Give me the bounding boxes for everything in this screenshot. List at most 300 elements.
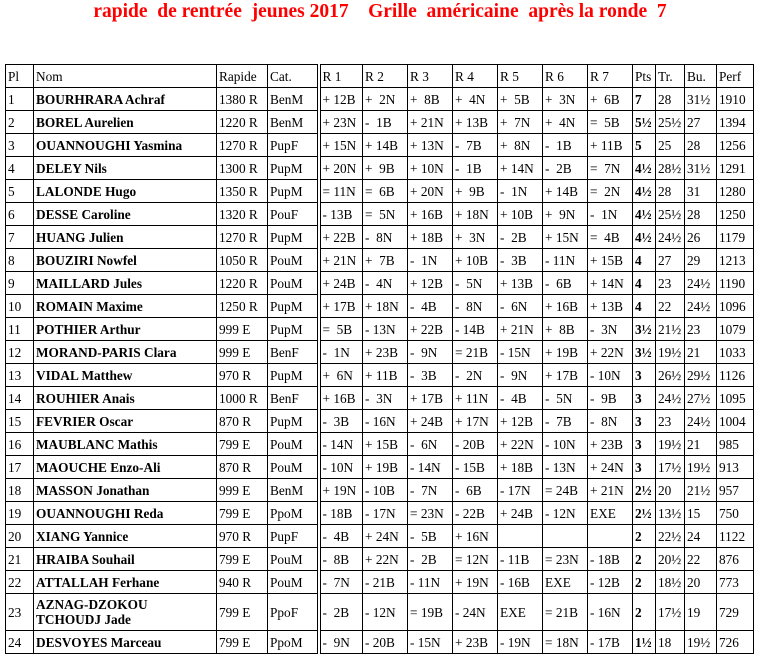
rank-cell: 2 [6,111,34,134]
rating-cell: 1350 R [217,180,268,203]
round-7-cell: + 14N [588,272,633,295]
round-5-cell: - 3B [498,249,543,272]
rank-cell: 15 [6,410,34,433]
header-nom: Nom [34,65,217,88]
category-cell: PouM [268,456,319,479]
header-perf: Perf [717,65,754,88]
performance-cell: 876 [717,548,754,571]
performance-cell: 985 [717,433,754,456]
standings-body [6,88,754,654]
round-5-cell: EXE [498,594,543,631]
round-3-cell: + 13N [408,134,453,157]
rating-cell: 1380 R [217,88,268,111]
round-5-cell: - 9N [498,364,543,387]
tiebreak-tr-cell: 23 [656,410,685,433]
tiebreak-bu-cell: 31½ [685,157,717,180]
tiebreak-tr-cell: 19½ [656,433,685,456]
round-1-cell: + 6N [319,364,363,387]
points-cell: 4 [633,272,656,295]
table-row [6,226,754,249]
round-1-cell: + 22B [319,226,363,249]
round-1-cell: + 20N [319,157,363,180]
performance-cell: 1910 [717,88,754,111]
rating-cell: 799 E [217,548,268,571]
standings-table [5,64,754,654]
table-row [6,548,754,571]
rating-cell: 1000 R [217,387,268,410]
category-cell: PupM [268,295,319,318]
category-cell: BenF [268,387,319,410]
category-cell: PupF [268,525,319,548]
round-3-cell: - 4B [408,295,453,318]
rank-cell: 3 [6,134,34,157]
round-3-cell: + 21N [408,111,453,134]
round-2-cell: + 22N [363,548,408,571]
round-6-cell [543,525,588,548]
tiebreak-bu-cell: 15 [685,502,717,525]
table-row [6,433,754,456]
tiebreak-bu-cell: 24½ [685,295,717,318]
round-5-cell: + 12B [498,410,543,433]
table-row [6,203,754,226]
round-4-cell: + 19N [453,571,498,594]
rank-cell: 9 [6,272,34,295]
tiebreak-tr-cell: 28 [656,180,685,203]
round-4-cell: - 7B [453,134,498,157]
round-2-cell: - 17N [363,502,408,525]
rating-cell: 799 E [217,594,268,631]
tiebreak-bu-cell: 31½ [685,88,717,111]
round-1-cell: - 3B [319,410,363,433]
round-1-cell: + 19N [319,479,363,502]
tiebreak-bu-cell: 31 [685,180,717,203]
round-6-cell: + 3N [543,88,588,111]
player-name-cell: ROUHIER Anais [34,387,217,410]
rank-cell: 4 [6,157,34,180]
round-2-cell: - 16N [363,410,408,433]
player-name-cell: POTHIER Arthur [34,318,217,341]
round-4-cell: - 20B [453,433,498,456]
rating-cell: 1320 R [217,203,268,226]
round-2-cell: + 19B [363,456,408,479]
rating-cell: 870 R [217,456,268,479]
player-name-cell: FEVRIER Oscar [34,410,217,433]
round-6-cell: = 18N [543,631,588,654]
table-row [6,318,754,341]
table-row [6,88,754,111]
player-name-cell: HRAIBA Souhail [34,548,217,571]
rating-cell: 799 E [217,433,268,456]
round-6-cell: = 23N [543,548,588,571]
tiebreak-tr-cell: 21½ [656,318,685,341]
round-7-cell: + 13B [588,295,633,318]
player-name-cell: MAILLARD Jules [34,272,217,295]
table-row [6,525,754,548]
rating-cell: 799 E [217,502,268,525]
category-cell: BenM [268,479,319,502]
category-cell: BenM [268,88,319,111]
player-name-cell: BOURHRARA Achraf [34,88,217,111]
round-2-cell: + 24N [363,525,408,548]
round-4-cell: + 17N [453,410,498,433]
table-row [6,456,754,479]
round-7-cell: = 2N [588,180,633,203]
table-row [6,479,754,502]
points-cell: 2½ [633,502,656,525]
header-pts: Pts [633,65,656,88]
points-cell: 2 [633,525,656,548]
category-cell: PouM [268,272,319,295]
category-cell: BenM [268,111,319,134]
rating-cell: 1220 R [217,111,268,134]
round-7-cell: + 21N [588,479,633,502]
rank-cell: 14 [6,387,34,410]
round-2-cell: + 18N [363,295,408,318]
round-2-cell: + 15B [363,433,408,456]
rank-cell: 23 [6,594,34,631]
round-1-cell: + 24B [319,272,363,295]
performance-cell: 1095 [717,387,754,410]
round-2-cell: + 9B [363,157,408,180]
rating-cell: 1250 R [217,295,268,318]
round-6-cell: + 17B [543,364,588,387]
round-6-cell: = 24B [543,479,588,502]
points-cell: 3½ [633,318,656,341]
performance-cell: 1280 [717,180,754,203]
round-3-cell: + 22B [408,318,453,341]
tiebreak-tr-cell: 28½ [656,157,685,180]
rating-cell: 999 E [217,479,268,502]
category-cell: PupM [268,180,319,203]
header-cat: Cat. [268,65,319,88]
category-cell: PupM [268,226,319,249]
player-name-cell: DESVOYES Marceau [34,631,217,654]
rank-cell: 13 [6,364,34,387]
round-1-cell: - 13B [319,203,363,226]
tiebreak-tr-cell: 24½ [656,226,685,249]
header-r1: R 1 [319,65,363,88]
player-name-cell: XIANG Yannice [34,525,217,548]
rank-cell: 21 [6,548,34,571]
round-1-cell: + 23N [319,111,363,134]
round-6-cell: = 21B [543,594,588,631]
round-1-cell: + 15N [319,134,363,157]
round-2-cell: + 2N [363,88,408,111]
tiebreak-bu-cell: 27½ [685,387,717,410]
round-2-cell: + 7B [363,249,408,272]
tiebreak-bu-cell: 19 [685,594,717,631]
category-cell: PouM [268,571,319,594]
round-5-cell: + 21N [498,318,543,341]
round-5-cell: - 1N [498,180,543,203]
round-7-cell [588,525,633,548]
round-7-cell: - 1N [588,203,633,226]
header-r2: R 2 [363,65,408,88]
round-2-cell: + 11B [363,364,408,387]
rank-cell: 20 [6,525,34,548]
round-5-cell: + 5B [498,88,543,111]
round-1-cell: + 16B [319,387,363,410]
round-5-cell [498,525,543,548]
category-cell: BenF [268,341,319,364]
round-1-cell: - 7N [319,571,363,594]
rating-cell: 799 E [217,631,268,654]
header-tr: Tr. [656,65,685,88]
table-row [6,594,754,631]
round-6-cell: - 6B [543,272,588,295]
rating-cell: 870 R [217,410,268,433]
round-4-cell: - 14B [453,318,498,341]
round-3-cell: - 1N [408,249,453,272]
points-cell: 5½ [633,111,656,134]
round-4-cell: - 1B [453,157,498,180]
round-5-cell: + 13B [498,272,543,295]
rank-cell: 1 [6,88,34,111]
tiebreak-tr-cell: 19½ [656,341,685,364]
round-1-cell: + 12B [319,88,363,111]
round-6-cell: + 4N [543,111,588,134]
round-6-cell: + 19B [543,341,588,364]
rating-cell: 999 E [217,318,268,341]
rank-cell: 8 [6,249,34,272]
header-r3: R 3 [408,65,453,88]
round-3-cell: + 16B [408,203,453,226]
round-1-cell: + 21N [319,249,363,272]
points-cell: 4 [633,249,656,272]
points-cell: 4½ [633,203,656,226]
rating-cell: 970 R [217,364,268,387]
category-cell: PupM [268,364,319,387]
round-5-cell: - 15N [498,341,543,364]
round-3-cell: + 20N [408,180,453,203]
rank-cell: 17 [6,456,34,479]
round-4-cell: = 21B [453,341,498,364]
tiebreak-bu-cell: 29½ [685,364,717,387]
round-5-cell: - 19N [498,631,543,654]
round-4-cell: - 15B [453,456,498,479]
points-cell: 3 [633,364,656,387]
points-cell: 4½ [633,180,656,203]
performance-cell: 1291 [717,157,754,180]
tiebreak-tr-cell: 27 [656,249,685,272]
player-name-cell: MAOUCHE Enzo-Ali [34,456,217,479]
round-3-cell: - 3B [408,364,453,387]
round-4-cell: - 6B [453,479,498,502]
category-cell: PpoM [268,631,319,654]
category-cell: PpoF [268,594,319,631]
category-cell: PupM [268,318,319,341]
category-cell: PupM [268,157,319,180]
player-name-cell: DELEY Nils [34,157,217,180]
round-1-cell: - 9N [319,631,363,654]
round-3-cell: + 17B [408,387,453,410]
round-1-cell: - 18B [319,502,363,525]
tiebreak-bu-cell: 19½ [685,456,717,479]
round-7-cell: - 10N [588,364,633,387]
player-name-cell: BOUZIRI Nowfel [34,249,217,272]
round-5-cell: + 14N [498,157,543,180]
rank-cell: 12 [6,341,34,364]
round-7-cell: - 3N [588,318,633,341]
table-row [6,157,754,180]
round-5-cell: + 22N [498,433,543,456]
round-6-cell: - 12N [543,502,588,525]
header-r4: R 4 [453,65,498,88]
player-name-cell: OUANNOUGHI Yasmina [34,134,217,157]
round-4-cell: + 9B [453,180,498,203]
round-3-cell: - 5B [408,525,453,548]
round-4-cell: + 11N [453,387,498,410]
round-2-cell: = 6B [363,180,408,203]
round-4-cell: + 13B [453,111,498,134]
table-row [6,571,754,594]
round-3-cell: = 23N [408,502,453,525]
rank-cell: 7 [6,226,34,249]
round-5-cell: - 11B [498,548,543,571]
category-cell: PouM [268,433,319,456]
rank-cell: 6 [6,203,34,226]
round-2-cell: - 20B [363,631,408,654]
round-1-cell: = 11N [319,180,363,203]
round-5-cell: + 18B [498,456,543,479]
round-4-cell: + 10B [453,249,498,272]
performance-cell: 1213 [717,249,754,272]
tiebreak-bu-cell: 29 [685,249,717,272]
rating-cell: 1270 R [217,134,268,157]
player-name-cell: HUANG Julien [34,226,217,249]
round-7-cell: = 4B [588,226,633,249]
tiebreak-tr-cell: 18 [656,631,685,654]
round-3-cell: - 14N [408,456,453,479]
points-cell: 1½ [633,631,656,654]
points-cell: 4½ [633,226,656,249]
rank-cell: 16 [6,433,34,456]
round-7-cell: + 11B [588,134,633,157]
player-name-cell: VIDAL Matthew [34,364,217,387]
round-4-cell: + 23B [453,631,498,654]
round-4-cell: + 16N [453,525,498,548]
tiebreak-bu-cell: 20 [685,571,717,594]
round-4-cell: + 4N [453,88,498,111]
round-7-cell: - 18B [588,548,633,571]
round-5-cell: + 24B [498,502,543,525]
tiebreak-bu-cell: 22 [685,548,717,571]
page-title: rapide de rentrée jeunes 2017 Grille américaine après la ronde 7 [93,1,667,22]
round-2-cell: - 10B [363,479,408,502]
player-name-cell: ROMAIN Maxime [34,295,217,318]
category-cell: PouF [268,203,319,226]
rank-cell: 18 [6,479,34,502]
round-6-cell: - 2B [543,157,588,180]
performance-cell: 773 [717,571,754,594]
round-7-cell: - 8N [588,410,633,433]
performance-cell: 957 [717,479,754,502]
player-name-cell: AZNAG-DZOKOU TCHOUDJ Jade [34,594,217,631]
header-pl: Pl [6,65,34,88]
round-1-cell: = 5B [319,318,363,341]
round-6-cell: - 11N [543,249,588,272]
category-cell: PupF [268,134,319,157]
tiebreak-bu-cell: 24 [685,525,717,548]
round-6-cell: - 10N [543,433,588,456]
performance-cell: 1179 [717,226,754,249]
category-cell: PouM [268,249,319,272]
round-3-cell: + 10N [408,157,453,180]
tiebreak-tr-cell: 17½ [656,456,685,479]
round-2-cell: + 23B [363,341,408,364]
round-7-cell: + 15B [588,249,633,272]
round-7-cell: EXE [588,502,633,525]
player-name-cell: BOREL Aurelien [34,111,217,134]
round-4-cell: - 8N [453,295,498,318]
round-2-cell: + 14B [363,134,408,157]
round-5-cell: - 2B [498,226,543,249]
performance-cell: 1126 [717,364,754,387]
round-2-cell: - 8N [363,226,408,249]
points-cell: 2½ [633,479,656,502]
round-3-cell: - 7N [408,479,453,502]
points-cell: 2 [633,594,656,631]
round-1-cell: + 17B [319,295,363,318]
round-1-cell: - 1N [319,341,363,364]
tiebreak-bu-cell: 28 [685,203,717,226]
rank-cell: 5 [6,180,34,203]
tiebreak-tr-cell: 20 [656,479,685,502]
table-row [6,364,754,387]
rating-cell: 970 R [217,525,268,548]
round-4-cell: - 22B [453,502,498,525]
player-name-cell: MASSON Jonathan [34,479,217,502]
player-name-cell: DESSE Caroline [34,203,217,226]
performance-cell: 726 [717,631,754,654]
performance-cell: 750 [717,502,754,525]
tiebreak-tr-cell: 23 [656,272,685,295]
points-cell: 4½ [633,157,656,180]
performance-cell: 1079 [717,318,754,341]
rating-cell: 1050 R [217,249,268,272]
round-4-cell: + 3N [453,226,498,249]
round-7-cell: = 5B [588,111,633,134]
round-3-cell: + 18B [408,226,453,249]
header-r5: R 5 [498,65,543,88]
tiebreak-tr-cell: 22½ [656,525,685,548]
rank-cell: 10 [6,295,34,318]
round-6-cell: - 13N [543,456,588,479]
tiebreak-bu-cell: 24½ [685,272,717,295]
rank-cell: 19 [6,502,34,525]
round-7-cell: + 23B [588,433,633,456]
rank-cell: 11 [6,318,34,341]
performance-cell: 1394 [717,111,754,134]
points-cell: 3 [633,456,656,479]
round-7-cell: - 16N [588,594,633,631]
round-4-cell: - 24N [453,594,498,631]
round-7-cell: - 17B [588,631,633,654]
points-cell: 2 [633,571,656,594]
round-5-cell: + 7N [498,111,543,134]
performance-cell: 1033 [717,341,754,364]
header-row [6,65,754,88]
header-bu: Bu. [685,65,717,88]
round-2-cell: - 13N [363,318,408,341]
round-3-cell: + 24B [408,410,453,433]
round-3-cell: = 19B [408,594,453,631]
tiebreak-bu-cell: 26 [685,226,717,249]
player-name-cell: LALONDE Hugo [34,180,217,203]
tiebreak-tr-cell: 25 [656,134,685,157]
header-r7: R 7 [588,65,633,88]
tiebreak-tr-cell: 24½ [656,387,685,410]
